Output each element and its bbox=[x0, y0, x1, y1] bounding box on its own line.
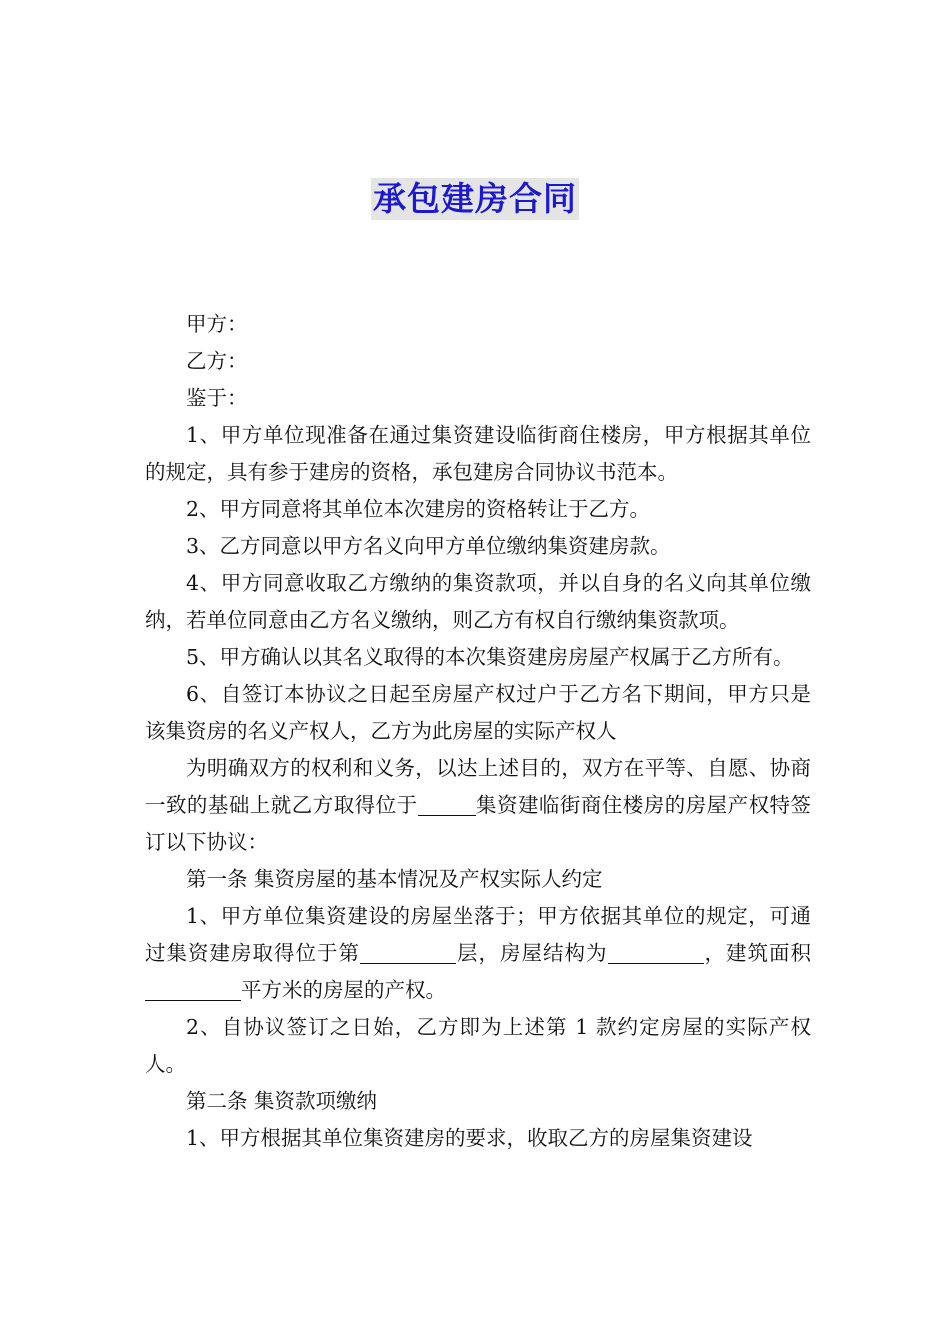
recital-3: 3、乙方同意以甲方名义向甲方单位缴纳集资建房款。 bbox=[186, 534, 671, 558]
clause-text-4: 平方米的房屋的产权。 bbox=[241, 978, 446, 1002]
structure-blank bbox=[608, 940, 704, 964]
location-blank bbox=[418, 792, 476, 816]
title-container bbox=[0, 178, 950, 220]
article-1-clause-2: 2、自协议签订之日始，乙方即为上述第 1 款约定房屋的实际产权人。 bbox=[145, 1015, 811, 1076]
purpose-text-2: 集资建临街商住楼房的房屋产权特签订以下协议： bbox=[145, 793, 812, 854]
clause-text-2: 层，房屋结构为 bbox=[456, 941, 608, 965]
floor-blank bbox=[360, 940, 456, 964]
party-a-line: 甲方： bbox=[186, 312, 248, 336]
purpose-paragraph bbox=[145, 750, 811, 861]
document-body bbox=[145, 306, 811, 1157]
article-1-clause-1 bbox=[145, 898, 811, 1009]
article-2-clause-1: 1、甲方根据其单位集资建房的要求，收取乙方的房屋集资建设 bbox=[186, 1126, 753, 1150]
recital-1: 1、甲方单位现准备在通过集资建设临街商住楼房，甲方根据其单位的规定，具有参于建房的资格，承包建房合同协议书范本。 bbox=[145, 423, 811, 484]
party-b-line: 乙方： bbox=[186, 349, 248, 373]
recital-6: 6、自签订本协议之日起至房屋产权过户于乙方名下期间，甲方只是该集资房的名义产权人，乙方为此房屋的实际产权人 bbox=[145, 682, 811, 743]
document-title: 承包建房合同 bbox=[373, 179, 577, 218]
recital-4: 4、甲方同意收取乙方缴纳的集资款项，并以自身的名义向其单位缴纳，若单位同意由乙方名义缴纳，则乙方有权自行缴纳集资款项。 bbox=[145, 571, 811, 632]
whereas-heading: 鉴于： bbox=[186, 386, 248, 410]
area-blank bbox=[145, 977, 241, 1001]
clause-text-1: 1、甲方单位集资建设的房屋坐落于；甲方依据其单位的规定，可通过集资建房取得位于第 bbox=[145, 904, 811, 965]
purpose-text-1: 为明确双方的权利和义务，以达上述目的，双方在平等、自愿、协商一致的基础上就乙方取得位于 bbox=[145, 756, 811, 817]
article-2-heading: 第二条 集资款项缴纳 bbox=[186, 1089, 378, 1113]
article-1-heading: 第一条 集资房屋的基本情况及产权实际人约定 bbox=[186, 867, 603, 891]
clause-text-3: ，建筑面积 bbox=[703, 941, 811, 965]
recital-5: 5、甲方确认以其名义取得的本次集资建房房屋产权属于乙方所有。 bbox=[186, 645, 794, 669]
recital-2: 2、甲方同意将其单位本次建房的资格转让于乙方。 bbox=[186, 497, 651, 521]
